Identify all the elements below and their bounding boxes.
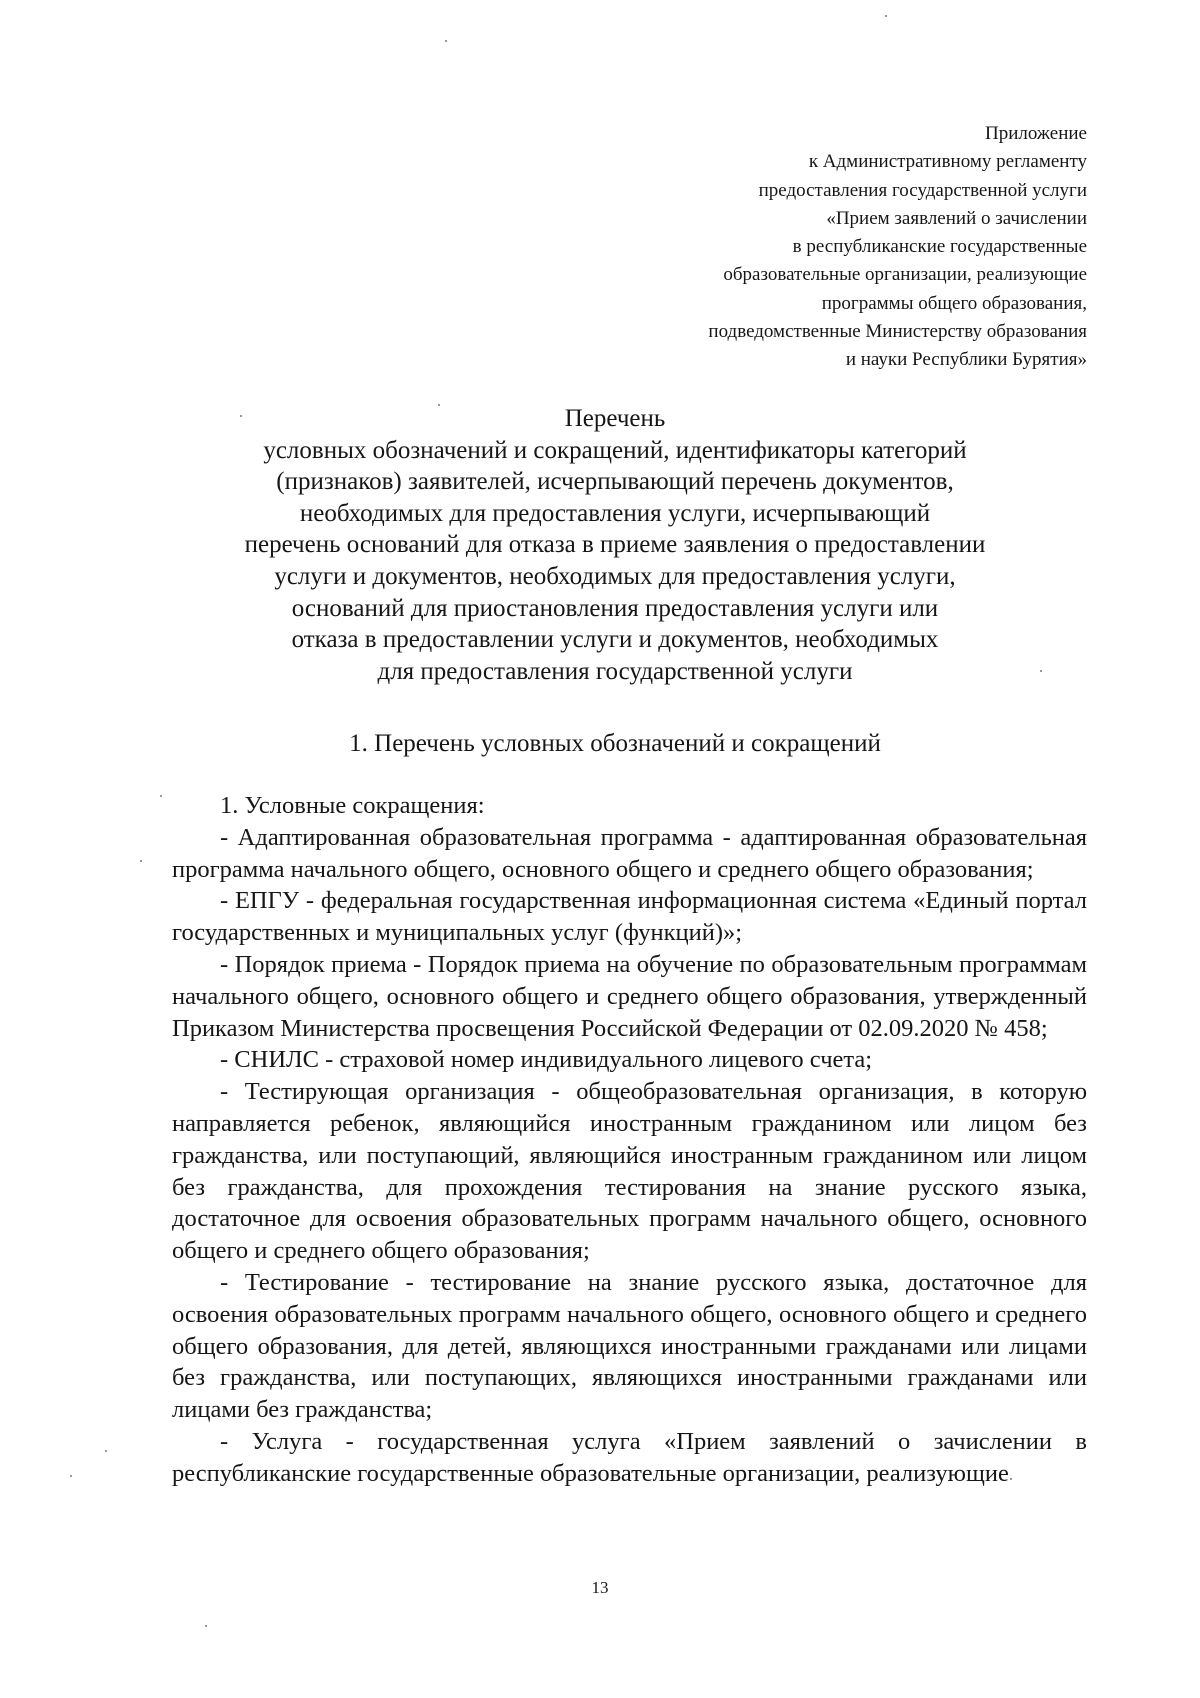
appendix-line: и науки Республики Бурятия» <box>845 349 1087 371</box>
scan-speck <box>438 404 440 406</box>
title-line: отказа в предоставлении услуги и документов, необходимых <box>291 626 939 654</box>
scan-speck <box>140 860 142 862</box>
scan-speck <box>885 15 887 17</box>
appendix-line: Приложение <box>985 123 1087 144</box>
scan-speck <box>445 40 447 42</box>
scan-speck <box>1040 670 1042 672</box>
title-line: необходимых для предоставления услуги, исчерпывающий <box>299 499 931 527</box>
list-item: - ЕПГУ - федеральная государственная информационная система «Единый портал государственных и муниципальных услуг (функций)»; <box>172 887 1087 947</box>
appendix-line: подведомственные Министерству образования <box>708 321 1087 343</box>
appendix-line: предоставления государственной услуги <box>758 179 1087 201</box>
subsection-heading: 1. Условные сокращения: <box>220 792 485 819</box>
page-number: 13 <box>591 1578 609 1597</box>
list-item: - Услуга - государственная услуга «Прием заявлений о зачислении в республиканские государственные образовательные организации, реализующие <box>172 1427 1087 1487</box>
scan-speck <box>160 795 162 797</box>
list-item: - Порядок приема - Порядок приема на обучение по образовательным программам начального общего, основного общего и среднего общего образования, утвержденный Приказом Министерства просвещения Российской Федерации от 02.09.2020 № 458; <box>172 950 1087 1042</box>
title-line: перечень оснований для отказа в приеме заявления о предоставлении <box>244 531 986 559</box>
appendix-line: программы общего образования, <box>821 292 1087 314</box>
title-line: Перечень <box>564 405 666 432</box>
scan-speck <box>105 1450 107 1452</box>
appendix-line: в республиканские государственные <box>792 236 1087 258</box>
appendix-line: к Административному регламенту <box>808 151 1087 173</box>
title-line: условных обозначений и сокращений, идентификаторы категорий <box>263 436 967 464</box>
scan-speck <box>70 1475 72 1477</box>
title-line: услуги и документов, необходимых для предоставления услуги, <box>274 562 956 590</box>
title-line: (признаков) заявителей, исчерпывающий перечень документов, <box>276 468 954 496</box>
list-item: - Тестирующая организация - общеобразовательная организация, в которую направляется ребенок, являющийся иностранным гражданином или лицом без гражданства, или поступающий, являющийся иностранным гражданином или лицом без гражданства, для прохождения тестирования на знание русского языка, достаточное для освоения образовательных программ начального общего, основного общего и среднего общего образования; <box>172 1078 1087 1265</box>
scan-speck <box>240 415 242 417</box>
scan-speck <box>205 1625 207 1627</box>
appendix-line: «Прием заявлений о зачислении <box>826 207 1087 229</box>
list-item: - СНИЛС - страховой номер индивидуального лицевого счета; <box>220 1046 873 1074</box>
list-item: - Тестирование - тестирование на знание русского языка, достаточное для освоения образовательных программ начального общего, основного общего и среднего общего образования, для детей, являющихся иностранными гражданами или лицами без гражданства, или поступающих, являющихся иностранными гражданами или лицами без гражданства; <box>172 1268 1087 1424</box>
list-item: - Адаптированная образовательная программа - адаптированная образовательная программа начального общего, основного общего и среднего общего образования; <box>172 823 1087 883</box>
document-title <box>170 403 1060 687</box>
appendix-line: образовательные организации, реализующие <box>723 264 1087 286</box>
title-line: для предоставления государственной услуги <box>377 657 853 685</box>
title-line: оснований для приостановления предоставления услуги или <box>291 594 939 622</box>
appendix-reference <box>527 120 1087 375</box>
document-body <box>172 790 1087 1490</box>
scan-speck <box>1010 1478 1012 1480</box>
section-heading: 1. Перечень условных обозначений и сокращений <box>349 730 881 757</box>
